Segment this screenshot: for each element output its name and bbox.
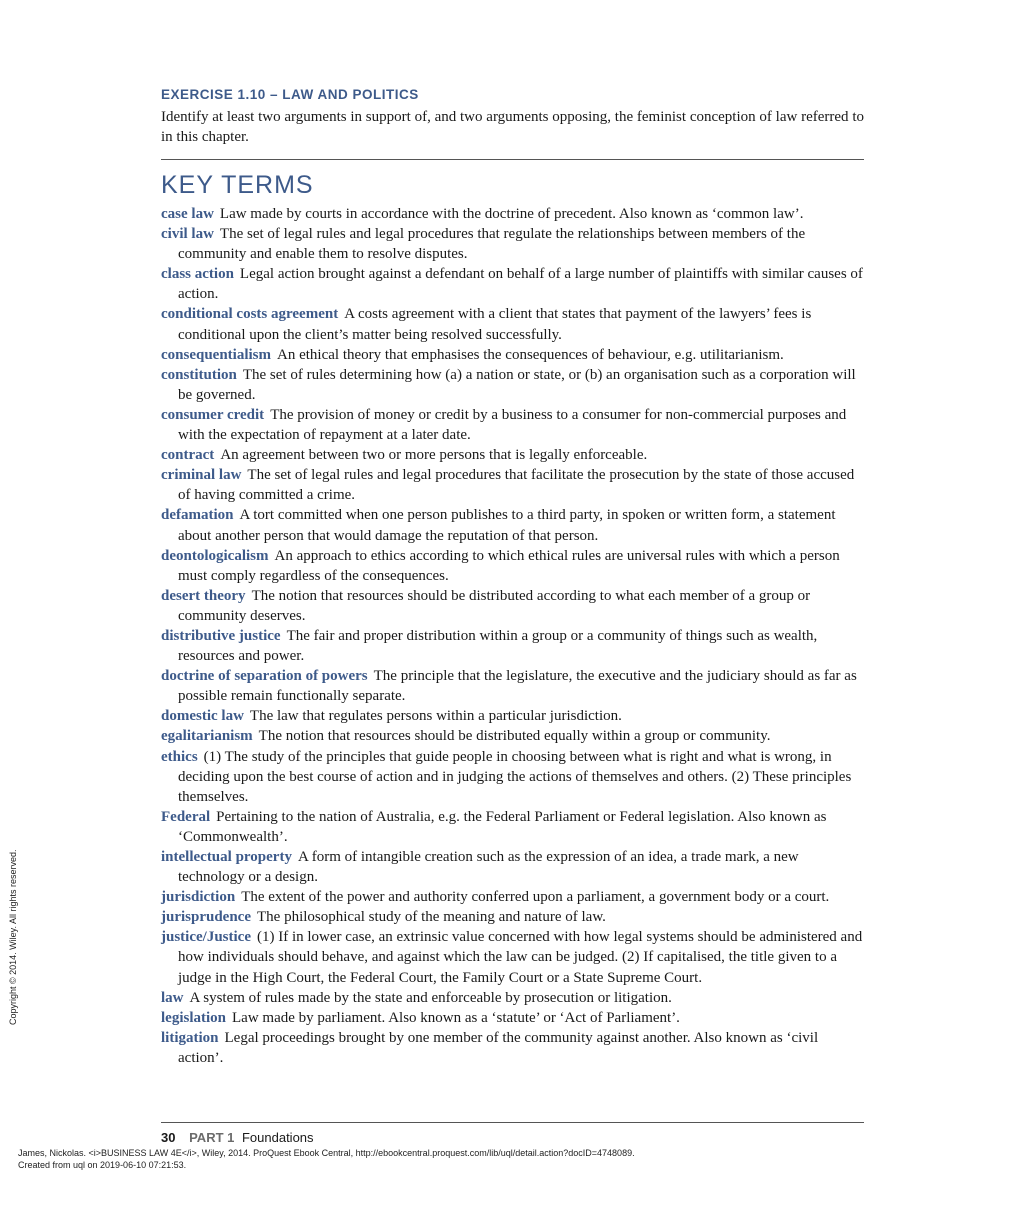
key-term-definition: An agreement between two or more persons that is legally enforceable. (220, 447, 648, 464)
key-term-definition: A system of rules made by the state and enforceable by prosecution or litigation. (189, 989, 672, 1006)
key-term-definition: The principle that the legislature, the executive and the judiciary should as far as possible remain functionally separate. (178, 668, 857, 705)
key-term-entry (161, 807, 864, 847)
key-term-word: consumer credit (161, 406, 265, 423)
key-term-word: desert theory (161, 587, 246, 604)
key-term-entry (161, 405, 864, 445)
key-term-word: domestic law (161, 708, 244, 725)
key-term-definition: Legal action brought against a defendant on behalf of a large number of plaintiffs with similar causes of action. (178, 266, 863, 303)
key-term-entry (161, 706, 864, 726)
key-term-definition: The provision of money or credit by a business to a consumer for non-commercial purposes and with the expectation of repayment at a later date. (178, 406, 847, 444)
key-term-definition: The extent of the power and authority conferred upon a parliament, a government body or a court. (241, 889, 830, 906)
key-term-definition: The philosophical study of the meaning and nature of law. (257, 909, 606, 926)
page-number: 30 (161, 1130, 176, 1145)
key-term-definition: Law made by courts in accordance with the doctrine of precedent. Also known as ‘common law’. (219, 206, 804, 222)
key-term-entry (161, 264, 864, 304)
exercise-title: EXERCISE 1.10 – LAW AND POLITICS (161, 87, 419, 102)
key-term-entry (161, 204, 864, 224)
key-term-entry (161, 345, 864, 365)
key-term-entry (161, 887, 864, 907)
key-term-word: litigation (161, 1029, 219, 1046)
key-term-entry (161, 747, 864, 807)
key-term-entry (161, 927, 864, 987)
part-label: PART 1 (189, 1130, 235, 1145)
key-term-entry (161, 907, 864, 927)
key-terms-list (161, 204, 864, 1068)
exercise-text: Identify at least two arguments in support of, and two arguments opposing, the feminist conception of law referred to in this chapter. (161, 109, 864, 145)
key-term-definition: An ethical theory that emphasises the consequences of behaviour, e.g. utilitarianism. (277, 346, 784, 363)
citation-line-2: Created from uql on 2019-06-10 07:21:53. (18, 1159, 187, 1170)
key-term-entry (161, 505, 864, 545)
key-term-definition: A costs agreement with a client that states that payment of the lawyers’ fees is conditional upon the client’s matter being resolved successfully. (178, 306, 812, 343)
part-title: Foundations (241, 1130, 314, 1145)
key-term-entry (161, 465, 864, 505)
key-term-entry (161, 1008, 864, 1028)
key-term-word: case law (161, 206, 214, 222)
key-term-word: doctrine of separation of powers (161, 668, 368, 685)
key-term-definition: A tort committed when one person publishes to a third party, in spoken or written form, a statement about another person that would damage the reputation of that person. (178, 507, 836, 544)
key-term-entry (161, 586, 864, 626)
key-term-definition: The set of legal rules and legal procedures that regulate the relationships between members of the community and enable them to resolve disputes. (178, 226, 806, 263)
footer-divider (161, 1122, 864, 1123)
page-footer (161, 1130, 314, 1146)
key-term-word: contract (161, 447, 215, 464)
key-term-definition: (1) If in lower case, an extrinsic value concerned with how legal systems should be administered and how individuals should behave, and against which the law can be judged. (2) If capitalised, the title given to a judge in the High Court, the Federal Court, the Family Court or a State Supreme Court. (178, 929, 863, 986)
key-term-word: distributive justice (161, 627, 281, 644)
key-term-definition: (1) The study of the principles that guide people in choosing between what is right and what is wrong, in deciding upon the best course of action and in judging the actions of themselves and others. (2) These principles themselves. (178, 748, 852, 805)
key-term-entry (161, 626, 864, 666)
key-term-definition: The set of legal rules and legal procedures that facilitate the prosecution by the state of those accused of having committed a crime. (178, 467, 855, 504)
key-term-word: law (161, 989, 184, 1006)
key-term-definition: Legal proceedings brought by one member of the community against another. Also known as ‘civil action’. (178, 1029, 819, 1066)
key-term-word: deontologicalism (161, 547, 269, 564)
side-copyright: Copyright © 2014. Wiley. All rights reserved. (8, 849, 18, 1025)
key-term-word: legislation (161, 1009, 227, 1026)
citation (18, 1148, 635, 1171)
key-term-word: jurisprudence (161, 909, 251, 926)
key-term-word: constitution (161, 366, 237, 383)
citation-line-1: James, Nickolas. <i>BUSINESS LAW 4E</i>, Wiley, 2014. ProQuest Ebook Central, http://ebookcentral.proquest.com/lib/uql/detail.action?docID=4748089. (18, 1148, 635, 1158)
key-term-entry (161, 988, 864, 1008)
key-terms-heading: KEY TERMS (161, 171, 314, 199)
key-term-entry (161, 365, 864, 405)
key-term-definition: The notion that resources should be distributed equally within a group or community. (258, 728, 771, 745)
key-term-entry (161, 445, 864, 465)
key-term-word: defamation (161, 507, 234, 524)
key-term-word: jurisdiction (161, 889, 236, 906)
key-term-definition: The notion that resources should be distributed according to what each member of a group or community deserves. (178, 587, 811, 624)
section-divider (161, 159, 864, 160)
key-term-word: ethics (161, 748, 198, 765)
key-term-entry (161, 666, 864, 706)
key-term-word: civil law (161, 226, 214, 243)
key-term-definition: The set of rules determining how (a) a nation or state, or (b) an organisation such as a corporation will be governed. (178, 366, 856, 403)
key-term-word: intellectual property (161, 849, 292, 865)
key-term-word: justice/Justice (161, 929, 251, 946)
key-term-entry (161, 1028, 864, 1068)
key-term-word: consequentialism (161, 346, 272, 363)
key-term-entry (161, 224, 864, 264)
key-term-word: Federal (161, 808, 211, 825)
key-term-word: criminal law (161, 467, 242, 484)
key-term-definition: The law that regulates persons within a particular jurisdiction. (249, 708, 622, 725)
key-term-entry (161, 546, 864, 586)
key-term-definition: The fair and proper distribution within a group or a community of things such as wealth, resources and power. (178, 627, 818, 665)
key-term-word: egalitarianism (161, 728, 253, 745)
key-term-entry (161, 726, 864, 746)
page-content (161, 87, 864, 1068)
key-term-entry (161, 847, 864, 887)
key-term-definition: Pertaining to the nation of Australia, e.g. the Federal Parliament or Federal legislation. Also known as ‘Commonwealth’. (178, 808, 827, 845)
key-term-definition: Law made by parliament. Also known as a ‘statute’ or ‘Act of Parliament’. (232, 1009, 680, 1026)
key-term-definition: An approach to ethics according to which ethical rules are universal rules with which a person must comply regardless of the consequences. (178, 547, 840, 584)
key-term-word: conditional costs agreement (161, 306, 339, 323)
key-term-word: class action (161, 266, 234, 283)
key-term-definition: A form of intangible creation such as the expression of an idea, a trade mark, a new technology or a design. (178, 849, 799, 886)
key-term-entry (161, 304, 864, 344)
